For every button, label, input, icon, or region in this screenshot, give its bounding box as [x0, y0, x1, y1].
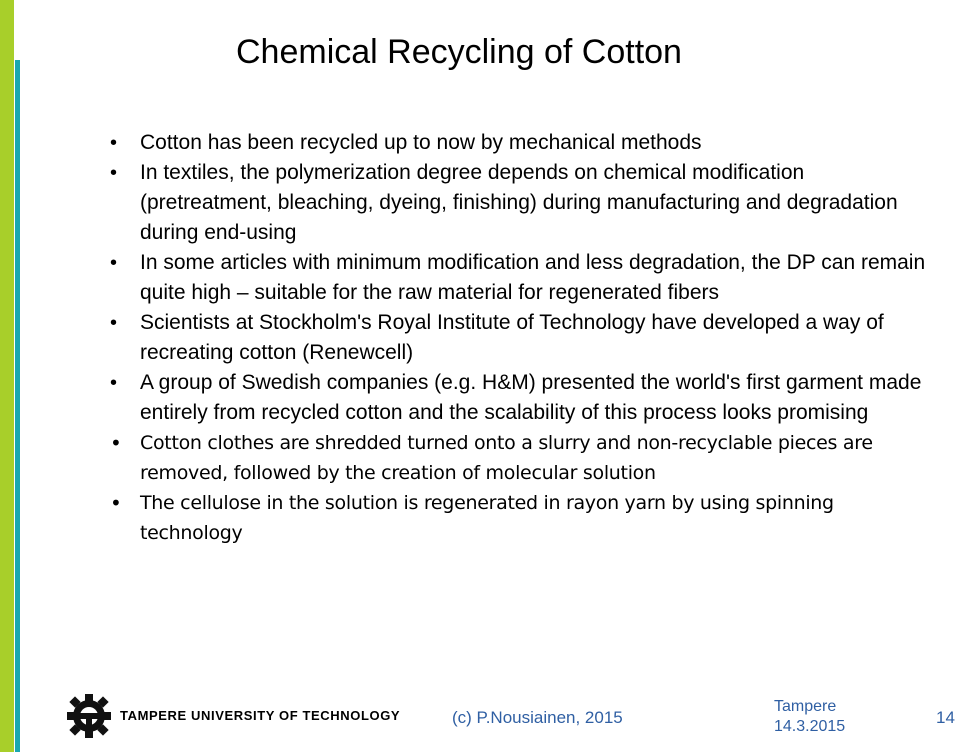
bullet-item: • A group of Swedish companies (e.g. H&M) presented the world's first garment made entirely from recycled cotton and the scalability of this process looks promising [110, 368, 930, 428]
bullet-item: • The cellulose in the solution is regenerated in rayon yarn by using spinning technology [110, 488, 930, 548]
bullet-item: • Scientists at Stockholm's Royal Institute of Technology have developed a way of recreating cotton (Renewcell) [110, 308, 930, 368]
place-date [774, 697, 845, 737]
slide-title: Chemical Recycling of Cotton [236, 33, 682, 71]
bullet-item: • Cotton has been recycled up to now by mechanical methods [110, 128, 930, 158]
bullet-list [110, 128, 930, 548]
place-text: Tampere [774, 698, 837, 715]
date-text: 14.3.2015 [774, 718, 846, 735]
page-number: 14 [936, 708, 955, 727]
gear-logo-icon [66, 693, 112, 739]
bullet-item: • Cotton clothes are shredded turned onto a slurry and non-recyclable pieces are removed, followed by the creation of molecular solution [110, 428, 930, 488]
copyright-text: (c) P.Nousiainen, 2015 [452, 708, 623, 727]
bullet-item: • In some articles with minimum modification and less degradation, the DP can remain quite high – suitable for the raw material for regenerated fibers [110, 248, 930, 308]
bullet-item: • In textiles, the polymerization degree depends on chemical modification (pretreatment, bleaching, dyeing, finishing) during manufacturing and degradation during end-using [110, 158, 930, 248]
decorative-side-bars [0, 0, 22, 752]
university-name: TAMPERE UNIVERSITY OF TECHNOLOGY [120, 708, 401, 723]
